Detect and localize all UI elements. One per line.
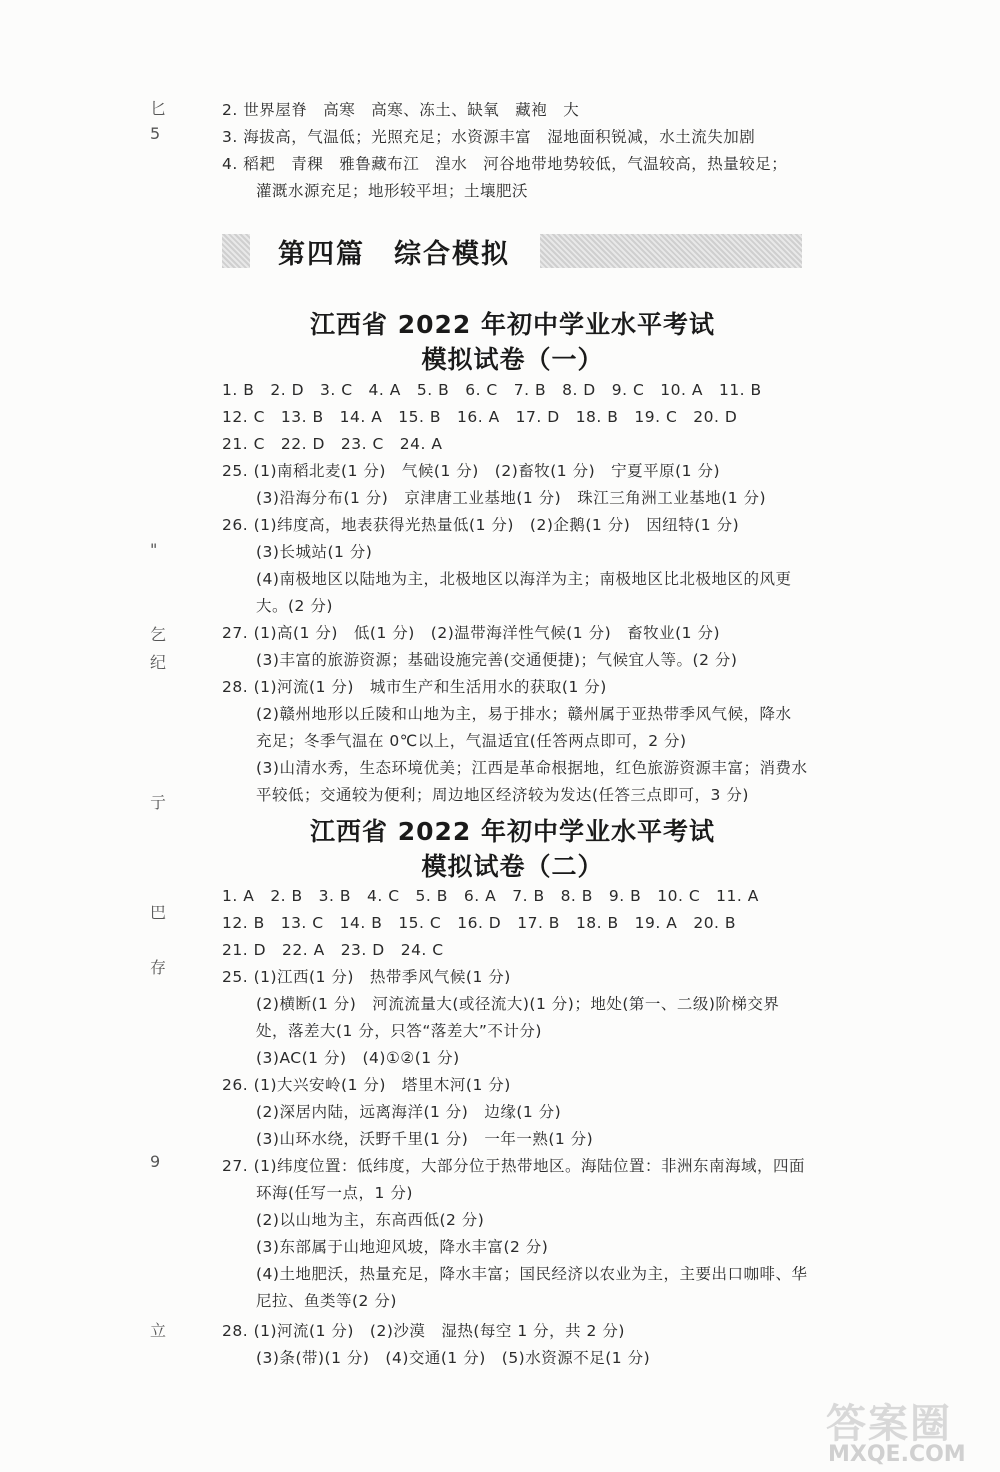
margin-mark: 存 [150, 958, 167, 977]
answer-line: 27. (1)高(1 分) 低(1 分) (2)温带海洋性气候(1 分) 畜牧业(1 分) [222, 624, 721, 642]
answer-line: 尼拉、鱼类等(2 分) [256, 1292, 397, 1310]
answer-line: 1. B 2. D 3. C 4. A 5. B 6. C 7. B 8. D 9. C 10. A 11. B [222, 381, 762, 399]
answer-line: (4)土地肥沃，热量充足，降水丰富；国民经济以农业为主，主要出口咖啡、华 [256, 1265, 808, 1283]
answer-line: 25. (1)南稻北麦(1 分) 气候(1 分) (2)畜牧(1 分) 宁夏平原(1 分) [222, 462, 721, 480]
answer-line: 28. (1)河流(1 分) (2)沙漠 湿热(每空 1 分，共 2 分) [222, 1322, 625, 1340]
answer-line: 28. (1)河流(1 分) 城市生产和生活用水的获取(1 分) [222, 678, 607, 696]
watermark-url: MXQE.COM [828, 1442, 966, 1467]
banner-stripe-right [540, 234, 802, 268]
section-banner [222, 232, 802, 270]
answer-line: 25. (1)江西(1 分) 热带季风气候(1 分) [222, 968, 511, 986]
answer-line: 充足；冬季气温在 0℃以上，气温适宜(任答两点即可，2 分) [256, 732, 687, 750]
answer-line: 3. 海拔高，气温低；光照充足；水资源丰富 湿地面积锐减，水土流失加剧 [222, 128, 756, 146]
margin-mark: 亍 [150, 793, 167, 812]
margin-mark: 巴 [150, 903, 167, 922]
answer-line: 4. 稻耙 青稞 雅鲁藏布江 湟水 河谷地带地势较低，气温较高，热量较足； [222, 155, 788, 173]
section-title: 第四篇 综合模拟 [278, 239, 510, 270]
answer-line: 12. C 13. B 14. A 15. B 16. A 17. D 18. B 19. C 20. D [222, 408, 738, 426]
answer-line: (3)条(带)(1 分) (4)交通(1 分) (5)水资源不足(1 分) [256, 1349, 651, 1367]
answer-line: 21. C 22. D 23. C 24. A [222, 435, 443, 453]
watermark-logo [820, 1392, 990, 1472]
answer-line: 处，落差大(1 分，只答“落差大”不计分) [256, 1022, 542, 1040]
answer-line: 12. B 13. C 14. B 15. C 16. D 17. B 18. B 19. A 20. B [222, 914, 737, 932]
margin-mark: 乞 [150, 625, 167, 644]
answer-line: (2)以山地为主，东高西低(2 分) [256, 1211, 485, 1229]
answer-line: 26. (1)纬度高，地表获得光热量低(1 分) (2)企鹅(1 分) 因纽特(1 分) [222, 516, 740, 534]
answer-line: 1. A 2. B 3. B 4. C 5. B 6. A 7. B 8. B 9. B 10. C 11. A [222, 887, 759, 905]
answer-line: (3)AC(1 分) (4)①②(1 分) [256, 1049, 460, 1067]
watermark-text: 答案圈 [826, 1401, 952, 1447]
answer-line: 平较低；交通较为便利；周边地区经济较为发达(任答三点即可，3 分) [256, 786, 749, 804]
answer-line: (3)长城站(1 分) [256, 543, 373, 561]
answer-line: 21. D 22. A 23. D 24. C [222, 941, 444, 959]
margin-mark: 5 [150, 124, 161, 143]
exam-subtitle: 模拟试卷（一） [421, 345, 604, 374]
banner-stripe-left [222, 234, 250, 268]
margin-mark: 匕 [150, 99, 167, 118]
margin-mark: 9 [150, 1152, 161, 1171]
answer-line: 26. (1)大兴安岭(1 分) 塔里木河(1 分) [222, 1076, 511, 1094]
answer-line: (2)赣州地形以丘陵和山地为主，易于排水；赣州属于亚热带季风气候，降水 [256, 705, 792, 723]
exam-title: 江西省 2022 年初中学业水平考试 [310, 310, 715, 339]
answer-line: (3)沿海分布(1 分) 京津唐工业基地(1 分) 珠江三角洲工业基地(1 分) [256, 489, 767, 507]
answer-line: 环海(任写一点，1 分) [256, 1184, 413, 1202]
answer-line: 2. 世界屋脊 高寒 高寒、冻土、缺氧 藏袍 大 [222, 101, 580, 119]
answer-line: 27. (1)纬度位置：低纬度，大部分位于热带地区。海陆位置：非洲东南海域，四面 [222, 1157, 806, 1175]
answer-line: (4)南极地区以陆地为主，北极地区以海洋为主；南极地区比北极地区的风更 [256, 570, 792, 588]
margin-mark: 纪 [150, 653, 167, 672]
margin-mark: 立 [150, 1321, 167, 1340]
exam-subtitle: 模拟试卷（二） [421, 852, 604, 881]
margin-mark: " [150, 540, 158, 559]
answer-line: (3)丰富的旅游资源；基础设施完善(交通便捷)；气候宜人等。(2 分) [256, 651, 738, 669]
answer-line: (3)山环水绕，沃野千里(1 分) 一年一熟(1 分) [256, 1130, 594, 1148]
answer-line: (3)东部属于山地迎风坡，降水丰富(2 分) [256, 1238, 549, 1256]
exam-title: 江西省 2022 年初中学业水平考试 [310, 817, 715, 846]
answer-line: (3)山清水秀，生态环境优美；江西是革命根据地，红色旅游资源丰富；消费水 [256, 759, 808, 777]
answer-line: 灌溉水源充足；地形较平坦；土壤肥沃 [256, 182, 529, 200]
answer-line: (2)深居内陆，远离海洋(1 分) 边缘(1 分) [256, 1103, 562, 1121]
answer-line: (2)横断(1 分) 河流流量大(或径流大)(1 分)；地处(第一、二级)阶梯交界 [256, 995, 780, 1013]
answer-line: 大。(2 分) [256, 597, 333, 615]
